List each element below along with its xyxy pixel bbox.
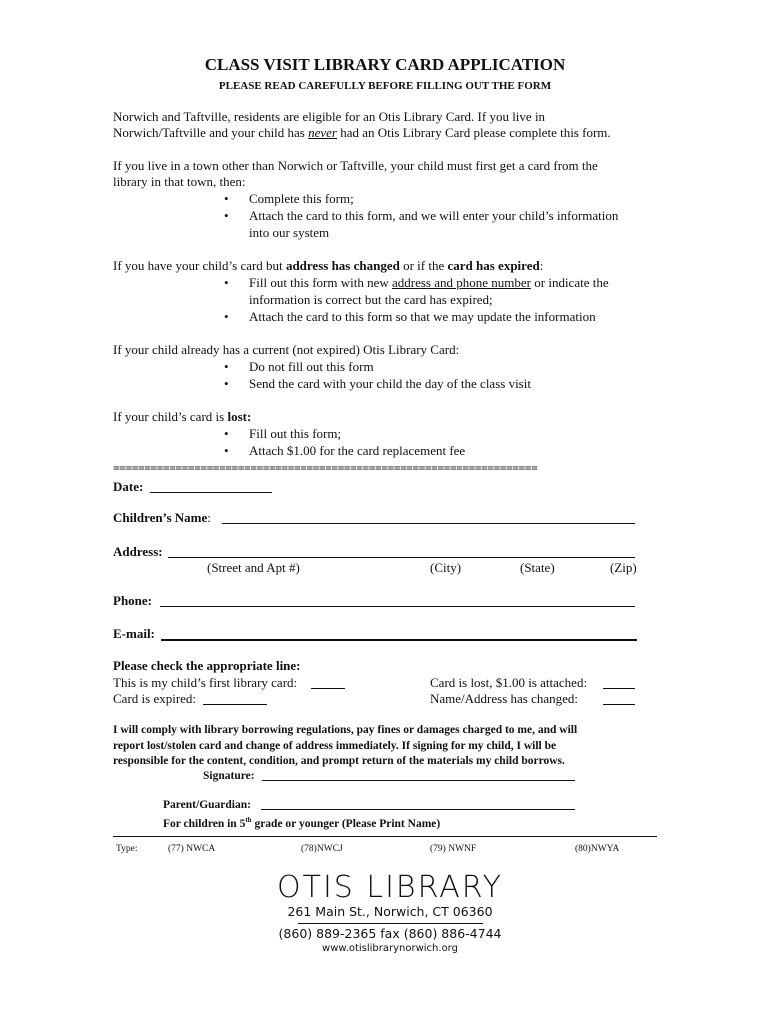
option-first-card-label: This is my child’s first library card: bbox=[113, 675, 298, 690]
agreement-line-3: responsible for the content, condition, and prompt return of the materials my child borrows. bbox=[113, 755, 565, 767]
lost-card-line: If your child’s card is lost: bbox=[113, 409, 252, 424]
address-label: Address: bbox=[113, 544, 163, 559]
option-changed-label: Name/Address has changed: bbox=[430, 691, 579, 706]
page-subtitle: PLEASE READ CAREFULLY BEFORE FILLING OUT THE FORM bbox=[218, 80, 552, 92]
email-label: E-mail: bbox=[113, 626, 155, 641]
application-form-page: CLASS VISIT LIBRARY CARD APPLICATION PLEASE READ CAREFULLY BEFORE FILLING OUT THE FORM Norwich and Taftville, residents are eligible for an Otis Library Card. If you live in Norwich/Taftville and your child has never had an Otis Library Card please complete this form. If you live in a town other than Norwich or Taftville, your child must first get a card from the library in that town, then: • Complete this form; • Attach the card to this form, and we will enter your child’s information into our system If you have your child’s card but address has changed or if the card has expired: • Fill out this form with new address and phone number or indicate the information is correct but the card has expired; • Attach the card to this form so that we may update the information If your child already has a current (not expired) Otis Library Card: • Do not fill out this form • Send the card with your child the day of the class visit If your child’s card is lost: • Fill out this form; • Attach $1.00 for the card replacement fee ==================================================================== Date: Children’s Name: Address: (Street and Apt #) (City) (State) (Zip) Phone: E-mail: Please check the appropriate line: This is my child’s first library card: Card is expired: Card is lost, $1.00 is attached: Name/Address has changed: I will comply with library borrowing regulations, pay fines or damages charged to me, and will report lost/stolen card and change of address immediately. If signing for my child, I will be responsible for the content, condition, and prompt return of the materials my child borrows. Signature: Parent/Guardian: For children in 5th grade or younger (Please Print Name) Type: (77) NWCA (78)NWCJ (79) NWNF (80)NWYA OTIS LIBRARY 261 Main St., Norwich, CT 06360 (860) 889-2365 fax (860) 886-4744 www.otislibrarynorwich.org bbox=[0, 0, 770, 1024]
library-logo bbox=[270, 872, 510, 962]
option-first-card-field[interactable] bbox=[311, 676, 345, 689]
guardian-label: Parent/Guardian: bbox=[163, 799, 251, 811]
signature-field[interactable] bbox=[262, 768, 575, 781]
address-street-hint: (Street and Apt #) bbox=[207, 560, 300, 575]
address-state-hint: (State) bbox=[520, 560, 555, 575]
type-code: (79) NWNF bbox=[430, 844, 477, 854]
address-field[interactable] bbox=[168, 545, 635, 558]
children-name-label: Children’s Name: bbox=[113, 510, 211, 525]
option-changed-field[interactable] bbox=[603, 692, 635, 705]
signature-label: Signature: bbox=[203, 770, 255, 782]
guardian-note: For children in 5th grade or younger (Please Print Name) bbox=[163, 816, 441, 830]
type-code: (78)NWCJ bbox=[301, 844, 343, 854]
library-address: 261 Main St., Norwich, CT 06360 bbox=[287, 904, 493, 919]
library-website: www.otislibrarynorwich.org bbox=[322, 943, 458, 954]
address-city-hint: (City) bbox=[430, 560, 462, 575]
intro-line-1: Norwich and Taftville, residents are eligible for an Otis Library Card. If you live in bbox=[113, 109, 546, 124]
section-divider: ==================================================================== bbox=[113, 461, 538, 475]
logo-divider bbox=[298, 923, 483, 924]
phone-field[interactable] bbox=[160, 594, 635, 607]
date-label: Date: bbox=[113, 479, 144, 494]
type-code: (80)NWYA bbox=[575, 844, 620, 854]
library-phone: (860) 889-2365 fax (860) 886-4744 bbox=[278, 926, 502, 941]
option-lost-field[interactable] bbox=[603, 676, 635, 689]
date-field[interactable] bbox=[150, 480, 272, 493]
type-code: (77) NWCA bbox=[168, 844, 216, 854]
other-town-line-1: If you live in a town other than Norwich or Taftville, your child must first get a card from the bbox=[113, 158, 598, 173]
option-expired-field[interactable] bbox=[203, 692, 267, 705]
office-rule bbox=[113, 836, 657, 837]
guardian-field[interactable] bbox=[261, 797, 575, 810]
current-card-line: If your child already has a current (not expired) Otis Library Card: bbox=[113, 342, 460, 357]
type-label: Type: bbox=[116, 844, 138, 854]
intro-line-2: Norwich/Taftville and your child has never had an Otis Library Card please complete this form. bbox=[113, 125, 611, 140]
never-emphasis: never bbox=[308, 125, 337, 140]
email-field[interactable] bbox=[161, 627, 637, 641]
option-lost-label: Card is lost, $1.00 is attached: bbox=[430, 675, 588, 690]
list-item-continuation: into our system bbox=[249, 225, 330, 240]
other-town-line-2: library in that town, then: bbox=[113, 174, 246, 189]
address-zip-hint: (Zip) bbox=[610, 560, 637, 575]
agreement-line-1: I will comply with library borrowing regulations, pay fines or damages charged to me, and will bbox=[113, 724, 578, 736]
children-name-field[interactable] bbox=[222, 511, 635, 524]
phone-label: Phone: bbox=[113, 593, 152, 608]
list-item-continuation: information is correct but the card has expired; bbox=[249, 292, 493, 307]
page-title: CLASS VISIT LIBRARY CARD APPLICATION bbox=[204, 55, 566, 74]
library-name: OTIS LIBRARY bbox=[277, 870, 503, 905]
option-expired-label: Card is expired: bbox=[113, 691, 197, 706]
check-heading: Please check the appropriate line: bbox=[113, 658, 301, 673]
changed-intro: If you have your child’s card but address has changed or if the card has expired: bbox=[113, 258, 544, 273]
agreement-line-2: report lost/stolen card and change of address immediately. If signing for my child, I will be bbox=[113, 740, 557, 752]
